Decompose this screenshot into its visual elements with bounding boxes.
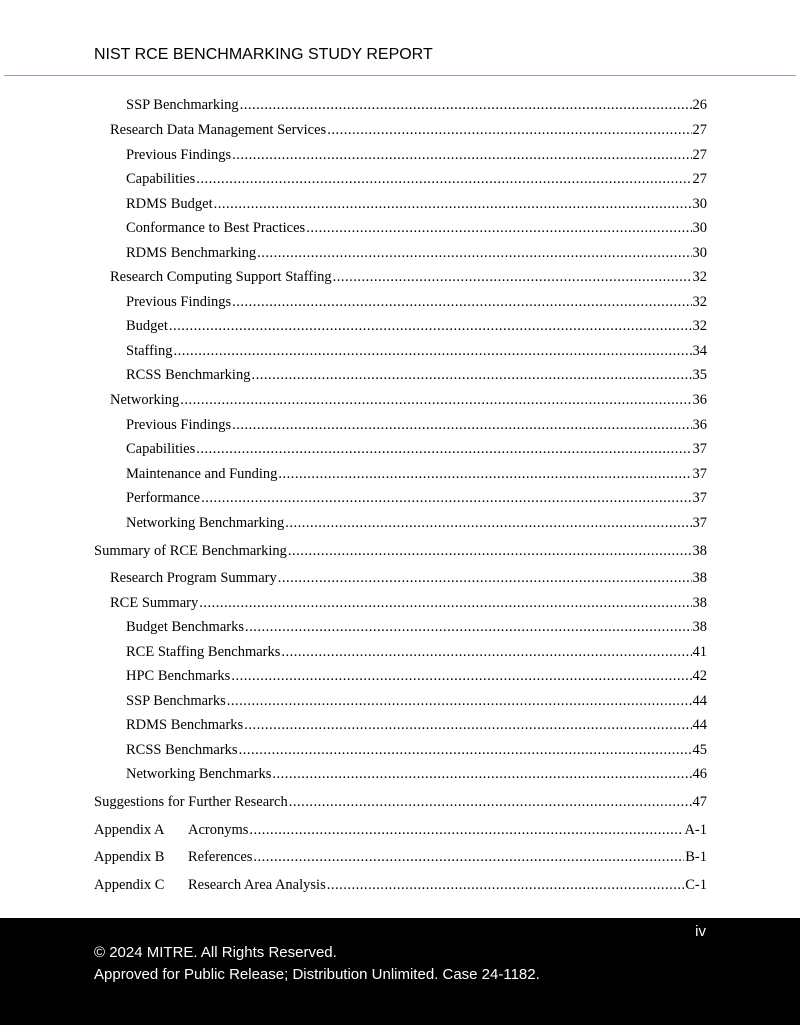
release-notice: Approved for Public Release; Distribution Unlimited. Case 24-1182.: [94, 966, 540, 983]
toc-entry-title: Networking Benchmarking: [126, 515, 285, 531]
toc-page-number: 27: [692, 171, 707, 187]
toc-page-number: 32: [692, 269, 707, 285]
toc-leader-dots: [196, 169, 691, 189]
toc-entry-title: Research Area Analysis: [188, 877, 326, 893]
toc-entry-label: [126, 194, 213, 214]
toc-entry[interactable]: [0, 820, 707, 840]
toc-leader-dots: [289, 792, 692, 812]
toc-entry-title: RCSS Benchmarks: [126, 742, 238, 758]
toc-entry-label: [126, 218, 305, 238]
toc-entry[interactable]: [0, 439, 707, 459]
toc-entry-label: [94, 820, 248, 840]
toc-leader-dots: [180, 390, 691, 410]
toc-entry-title: Capabilities: [126, 441, 196, 457]
toc-page-number: 37: [692, 466, 707, 482]
toc-entry-title: Previous Findings: [126, 294, 232, 310]
toc-entry-label: [126, 365, 250, 385]
toc-page-number: 37: [692, 515, 707, 531]
toc-entry-title: Staffing: [126, 343, 173, 359]
toc-leader-dots: [281, 642, 691, 662]
toc-entry-label: [126, 642, 280, 662]
toc-leader-dots: [288, 541, 692, 561]
toc-entry-title: Acronyms: [188, 822, 249, 838]
toc-leader-dots: [257, 243, 691, 263]
toc-leader-dots: [245, 617, 692, 637]
toc-appendix-label: Appendix C: [94, 877, 165, 893]
toc-page-number: 36: [692, 392, 707, 408]
toc-entry-label: [126, 292, 231, 312]
toc-leader-dots: [249, 820, 683, 840]
toc-page-number: 32: [692, 318, 707, 334]
toc-leader-dots: [173, 341, 691, 361]
toc-entry-label: [126, 740, 238, 760]
toc-entry-title: RDMS Benchmarks: [126, 717, 244, 733]
toc-page-number: A-1: [684, 822, 707, 838]
toc-entry[interactable]: [0, 365, 707, 385]
toc-leader-dots: [214, 194, 692, 214]
toc-page-number: 44: [692, 717, 707, 733]
toc-entry-label: [126, 341, 172, 361]
toc-entry[interactable]: [0, 740, 707, 760]
toc-entry-title: Budget: [126, 318, 168, 334]
toc-leader-dots: [327, 875, 685, 895]
toc-entry-label: [126, 169, 195, 189]
toc-entry-label: [110, 593, 198, 613]
toc-entry-label: [110, 120, 326, 140]
toc-entry-title: Conformance to Best Practices: [126, 220, 306, 236]
toc-entry-label: [126, 764, 271, 784]
toc-page-number: 41: [692, 644, 707, 660]
toc-leader-dots: [272, 764, 691, 784]
toc-entry[interactable]: [0, 316, 707, 336]
toc-entry[interactable]: [0, 642, 707, 662]
toc-page-number: 34: [692, 343, 707, 359]
toc-entry-label: [110, 267, 332, 287]
toc-leader-dots: [232, 415, 691, 435]
toc-entry-title: Previous Findings: [126, 147, 232, 163]
toc-leader-dots: [169, 316, 692, 336]
toc-leader-dots: [232, 292, 691, 312]
toc-entry-label: [126, 95, 239, 115]
toc-appendix-label: Appendix A: [94, 822, 165, 838]
toc-entry-title: Suggestions for Further Research: [94, 794, 288, 810]
toc-page-number: 42: [692, 668, 707, 684]
toc-entry-title: RCE Summary: [110, 595, 199, 611]
toc-entry[interactable]: [0, 617, 707, 637]
toc-entry-title: References: [188, 849, 253, 865]
toc-entry-label: [126, 243, 256, 263]
toc-page-number: 38: [692, 570, 707, 586]
toc-entry[interactable]: [0, 390, 707, 410]
toc-entry-label: [126, 715, 243, 735]
toc-leader-dots: [278, 464, 691, 484]
header-title: NIST RCE BENCHMARKING STUDY REPORT: [94, 46, 433, 63]
toc-page-number: 38: [692, 543, 707, 559]
toc-leader-dots: [253, 847, 684, 867]
toc-entry-title: Summary of RCE Benchmarking: [94, 543, 287, 559]
toc-entry[interactable]: [0, 243, 707, 263]
toc-entry[interactable]: [0, 95, 707, 115]
toc-page-number: 30: [692, 196, 707, 212]
toc-entry-title: HPC Benchmarks: [126, 668, 231, 684]
toc-page-number: 44: [692, 693, 707, 709]
toc-entry-title: Maintenance and Funding: [126, 466, 278, 482]
toc-entry[interactable]: [0, 541, 707, 561]
toc-leader-dots: [278, 568, 692, 588]
toc-entry[interactable]: [0, 145, 707, 165]
toc-entry[interactable]: [0, 415, 707, 435]
toc-entry-title: RDMS Budget: [126, 196, 213, 212]
toc-entry[interactable]: [0, 666, 707, 686]
toc-leader-dots: [285, 513, 691, 533]
toc-entry[interactable]: [0, 341, 707, 361]
toc-leader-dots: [227, 691, 692, 711]
toc-entry-title: SSP Benchmarking: [126, 97, 239, 113]
toc-entry-label: [126, 316, 168, 336]
toc-page-number: 36: [692, 417, 707, 433]
toc-page-number: 26: [692, 97, 707, 113]
toc-entry-title: Previous Findings: [126, 417, 232, 433]
toc-leader-dots: [244, 715, 691, 735]
toc-entry-label: [126, 488, 200, 508]
toc-leader-dots: [306, 218, 691, 238]
toc-entry[interactable]: [0, 715, 707, 735]
toc-leader-dots: [239, 740, 692, 760]
toc-entry-label: [94, 875, 326, 895]
toc-page-number: 35: [692, 367, 707, 383]
toc-entry-label: [110, 568, 277, 588]
toc-leader-dots: [231, 666, 691, 686]
toc-entry-title: RCE Staffing Benchmarks: [126, 644, 281, 660]
toc-entry[interactable]: [0, 847, 707, 867]
toc-entry[interactable]: [0, 593, 707, 613]
toc-leader-dots: [199, 593, 691, 613]
toc-entry[interactable]: [0, 464, 707, 484]
toc-entry[interactable]: [0, 488, 707, 508]
toc-entry-title: Networking Benchmarks: [126, 766, 272, 782]
toc-entry-label: [126, 145, 231, 165]
toc-entry[interactable]: [0, 194, 707, 214]
page-footer: [0, 918, 800, 1025]
toc-page-number: 37: [692, 441, 707, 457]
toc-entry-label: [126, 464, 277, 484]
toc-entry-title: Research Data Management Services: [110, 122, 327, 138]
toc-entry[interactable]: [0, 764, 707, 784]
toc-entry[interactable]: [0, 792, 707, 812]
toc-entry-title: Budget Benchmarks: [126, 619, 244, 635]
toc-entry-title: Capabilities: [126, 171, 196, 187]
toc-entry-label: [94, 847, 252, 867]
toc-entry-title: Research Program Summary: [110, 570, 277, 586]
toc-page-number: 37: [692, 490, 707, 506]
toc-page-number: 47: [692, 794, 707, 810]
toc-entry[interactable]: [0, 292, 707, 312]
toc-entry-title: Research Computing Support Staffing: [110, 269, 332, 285]
toc-entry-label: [126, 691, 226, 711]
toc-page-number: 46: [692, 766, 707, 782]
toc-leader-dots: [251, 365, 691, 385]
toc-page-number: B-1: [685, 849, 707, 865]
toc-entry-label: [126, 439, 195, 459]
toc-page-number: 27: [692, 147, 707, 163]
toc-page-number: 30: [692, 220, 707, 236]
toc-leader-dots: [333, 267, 692, 287]
toc-entry-label: [94, 541, 287, 561]
toc-entry[interactable]: [0, 875, 707, 895]
toc-leader-dots: [232, 145, 691, 165]
toc-appendix-label: Appendix B: [94, 849, 165, 865]
toc-entry-label: [126, 415, 231, 435]
toc-leader-dots: [201, 488, 691, 508]
toc-entry-label: [110, 390, 179, 410]
toc-entry-title: SSP Benchmarks: [126, 693, 226, 709]
toc-page-number: 27: [692, 122, 707, 138]
toc-entry-title: Performance: [126, 490, 201, 506]
toc-entry-label: [126, 666, 230, 686]
header-divider: [4, 75, 796, 76]
toc-entry[interactable]: [0, 120, 707, 140]
toc-page-number: C-1: [685, 877, 707, 893]
toc-entry-label: [126, 617, 244, 637]
toc-page-number: 45: [692, 742, 707, 758]
toc-page-number: 32: [692, 294, 707, 310]
toc-entry-title: Networking: [110, 392, 180, 408]
copyright-notice: © 2024 MITRE. All Rights Reserved.: [94, 944, 337, 961]
toc-entry[interactable]: [0, 691, 707, 711]
toc-page-number: 38: [692, 619, 707, 635]
toc-leader-dots: [327, 120, 691, 140]
toc-entry[interactable]: [0, 218, 707, 238]
toc-page-number: 30: [692, 245, 707, 261]
toc-entry[interactable]: [0, 169, 707, 189]
page-number: iv: [695, 923, 706, 940]
toc-leader-dots: [240, 95, 692, 115]
toc-entry-title: RDMS Benchmarking: [126, 245, 257, 261]
toc-entry[interactable]: [0, 513, 707, 533]
toc-entry-label: [94, 792, 288, 812]
toc-leader-dots: [196, 439, 691, 459]
toc-entry-title: RCSS Benchmarking: [126, 367, 251, 383]
toc-entry[interactable]: [0, 267, 707, 287]
toc-entry[interactable]: [0, 568, 707, 588]
toc-entry-label: [126, 513, 284, 533]
toc-page-number: 38: [692, 595, 707, 611]
